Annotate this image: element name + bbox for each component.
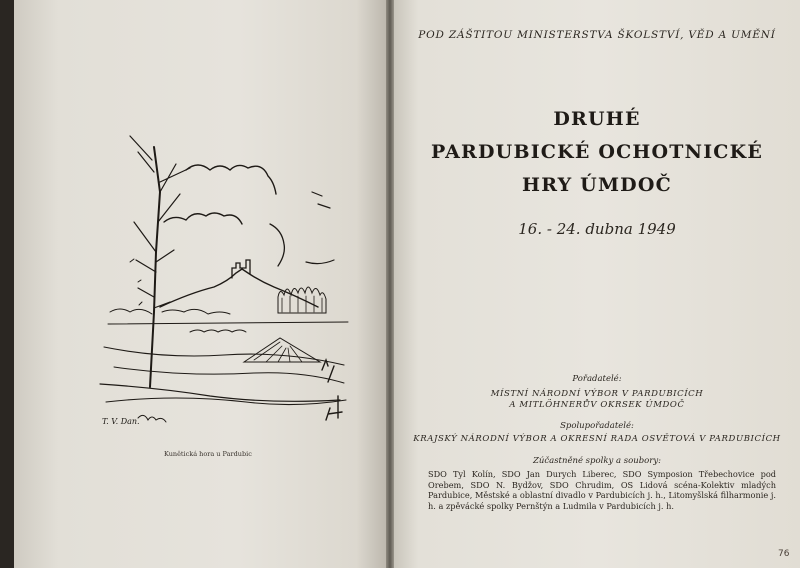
- patronage-line: POD ZÁŠTITOU MINISTERSTVA ŠKOLSTVÍ, VĚD A UMĚNÍ: [418, 29, 776, 41]
- title-line-1: DRUHÉ: [553, 108, 641, 130]
- page-number: 76: [778, 549, 790, 559]
- left-page: [14, 0, 386, 568]
- right-page: [394, 0, 800, 568]
- castle-hill-sketch: [94, 112, 356, 434]
- illustration-caption: Kunětická hora u Pardubic: [164, 450, 252, 458]
- book-spine: [386, 0, 394, 568]
- svg-text:T. V. Dan.: T. V. Dan.: [102, 417, 140, 426]
- organizer-line-2: A MITLÖHNERŮV OKRSEK ÚMDOČ: [509, 400, 685, 410]
- co-organizers: KRAJSKÝ NÁRODNÍ VÝBOR A OKRESNÍ RADA OSVĚTOVÁ V PARDUBICÍCH: [413, 434, 781, 444]
- title-line-3: HRY ÚMDOČ: [522, 174, 672, 196]
- organizer-line-1: MÍSTNÍ NÁRODNÍ VÝBOR V PARDUBICÍCH: [490, 389, 704, 399]
- title-line-2: PARDUBICKÉ OCHOTNICKÉ: [430, 141, 764, 163]
- participants-list: SDO Tyl Kolín, SDO Jan Durych Liberec, SDO Symposion Třebechovice pod Orebem, SDO N. Bydžov, SDO Chrudim, OS Lidová scéna-Kolektiv mladých Pardubice, Městské a oblastní divadlo v Pardubicích j. h., Litomyšlská filharmonie j. h. a zpěvácké spolky Pernštýn a Ludmila v Pardubicích j. h.: [428, 469, 776, 512]
- participants-label: Zúčastněné spolky a soubory:: [532, 456, 661, 466]
- co-organizers-label: Spolupořadatelé:: [560, 421, 634, 431]
- organizers-label: Pořadatelé:: [572, 374, 622, 384]
- event-dates: 16. - 24. dubna 1949: [518, 220, 676, 238]
